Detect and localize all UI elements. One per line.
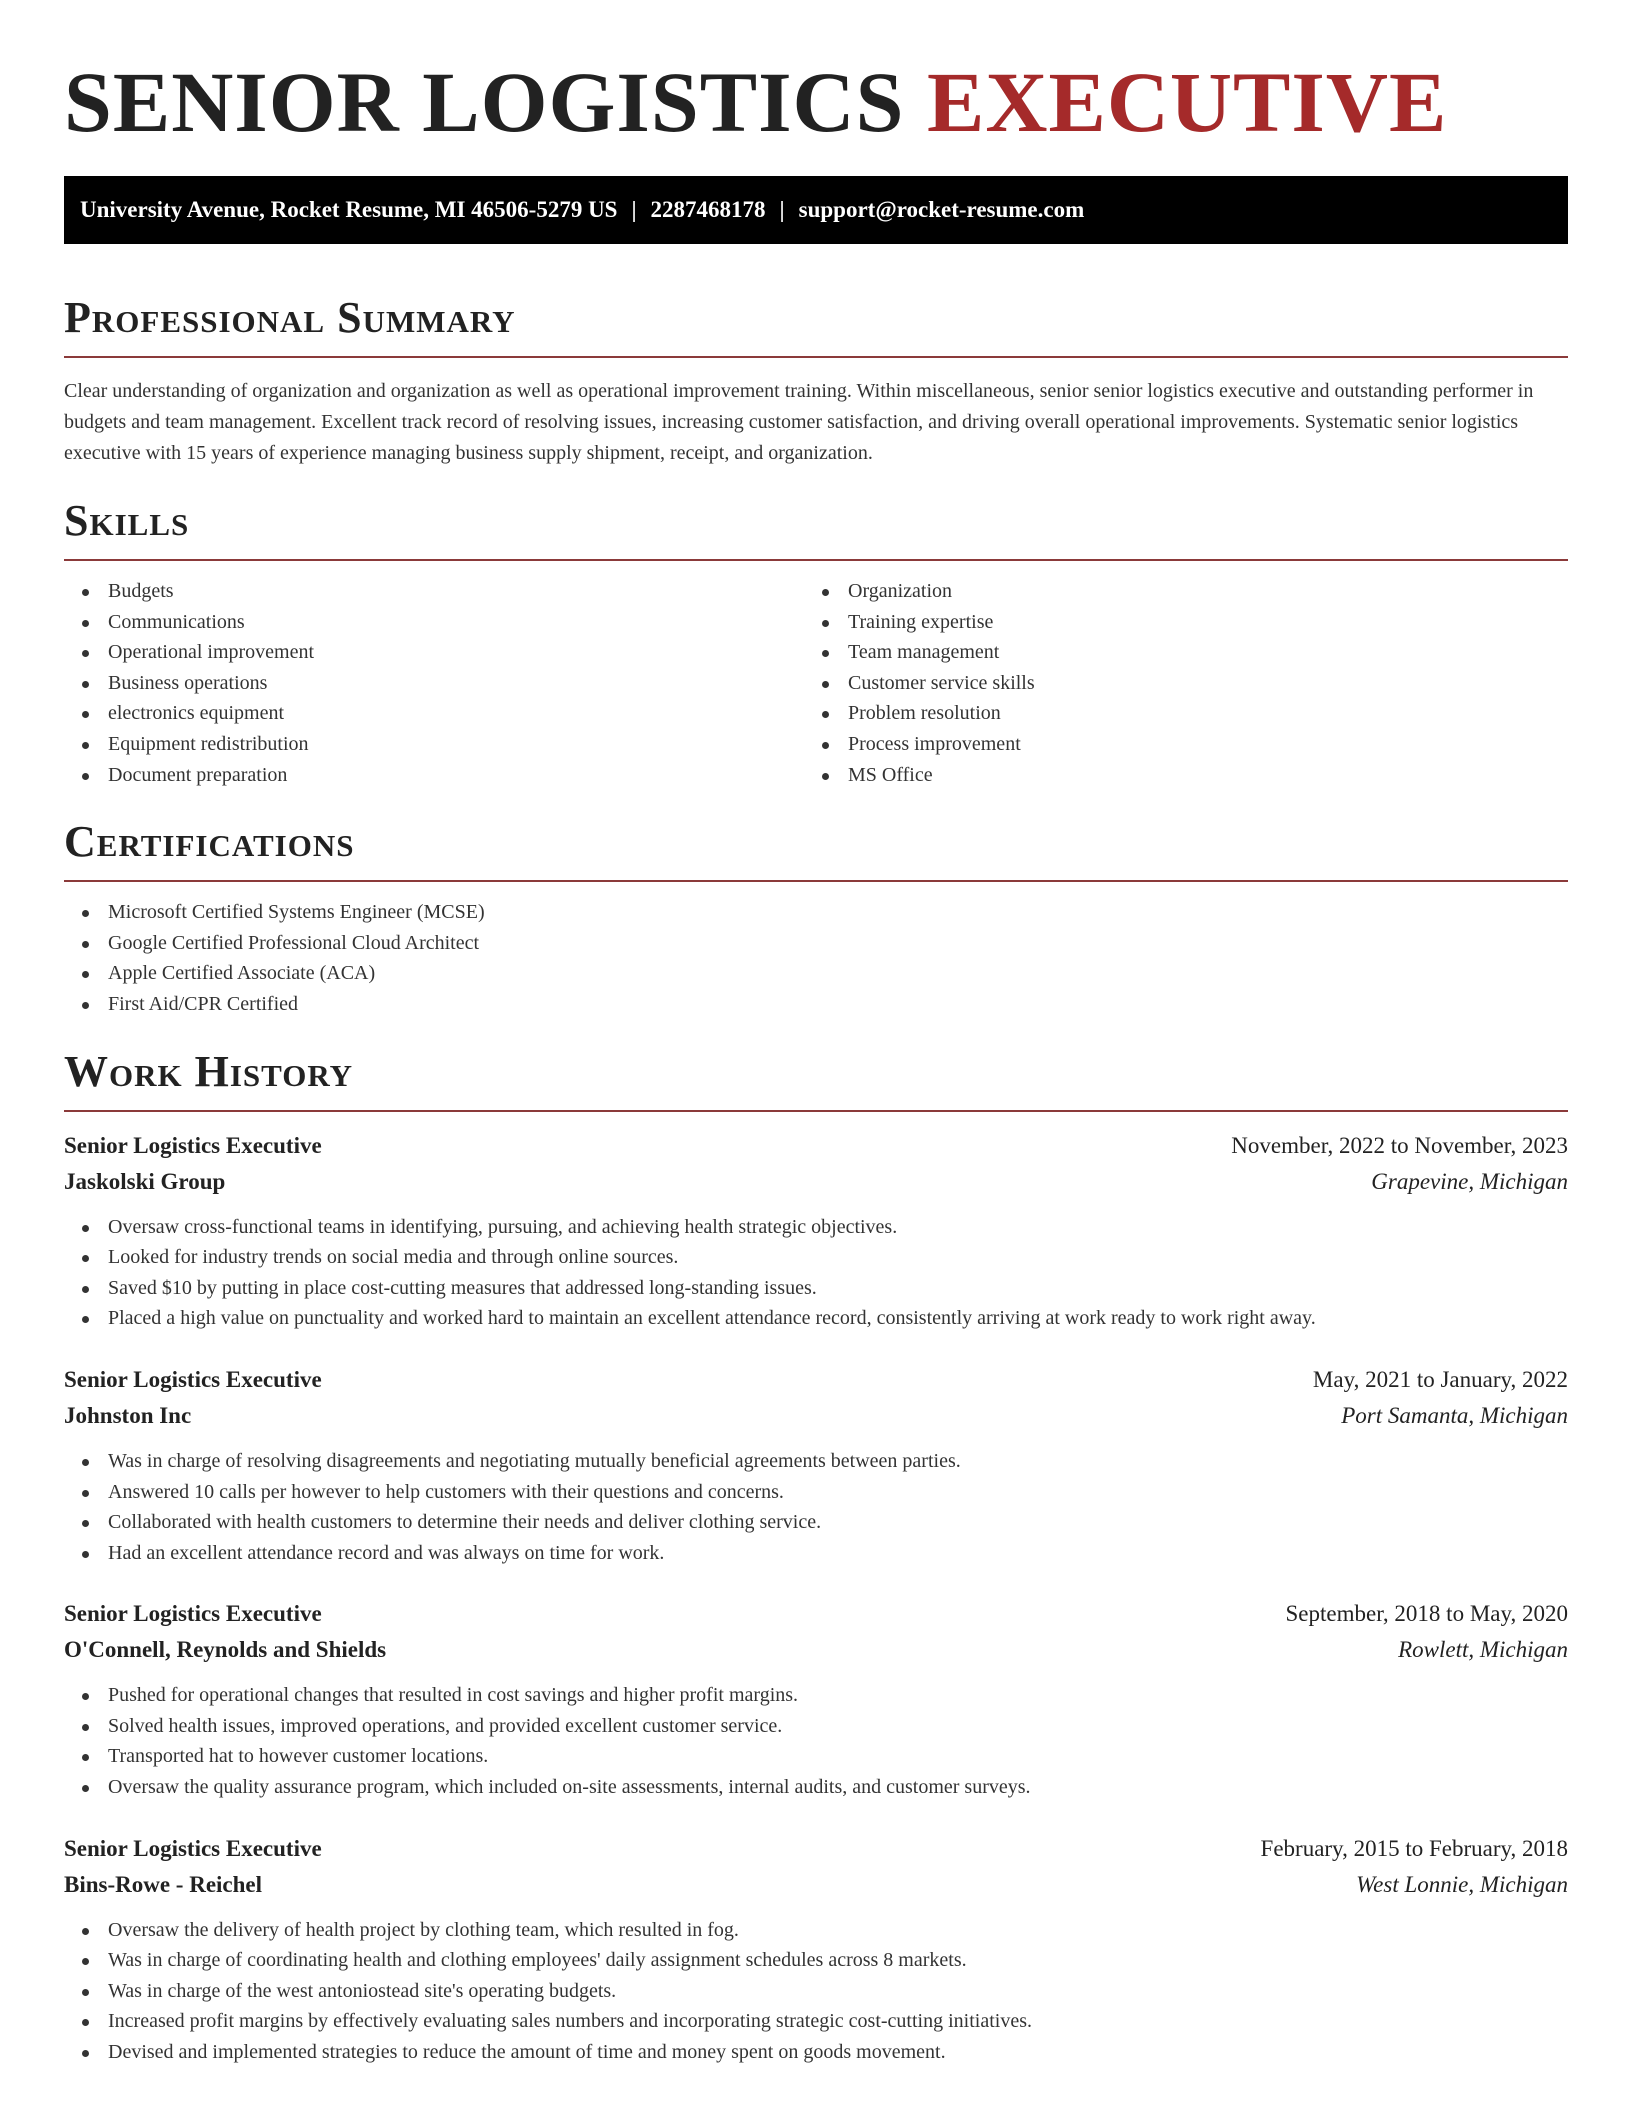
job-entry <box>64 1128 1568 1334</box>
job-bullet: Oversaw the delivery of health project by clothing team, which resulted in fog. <box>64 1915 1568 1946</box>
job-entry <box>64 1362 1568 1568</box>
contact-email[interactable]: support@rocket-resume.com <box>798 197 1085 222</box>
job-company: Bins-Rowe - Reichel <box>64 1871 263 1897</box>
section-divider <box>64 880 1568 882</box>
job-dates: November, 2022 to November, 2023 <box>1231 1132 1568 1158</box>
job-bullet: Was in charge of the west antoniostead site's operating budgets. <box>64 1976 1568 2007</box>
job-bullet: Oversaw cross-functional teams in identifying, pursuing, and achieving health strategic objectives. <box>64 1212 1568 1243</box>
job-company: Johnston Inc <box>64 1402 192 1428</box>
job-bullet: Was in charge of coordinating health and clothing employees' daily assignment schedules across 8 markets. <box>64 1945 1568 1976</box>
job-dates: May, 2021 to January, 2022 <box>1312 1366 1568 1392</box>
contact-phone: 2287468178 <box>650 197 766 222</box>
skill-item: Document preparation <box>64 760 804 791</box>
certifications-list <box>64 897 1568 1019</box>
job-location: Grapevine, Michigan <box>1371 1168 1568 1194</box>
skill-item: Customer service skills <box>804 668 1544 699</box>
job-title: Senior Logistics Executive <box>64 1366 322 1392</box>
section-divider <box>64 559 1568 561</box>
skills-list <box>64 576 1568 790</box>
job-bullets <box>64 1915 1568 2068</box>
summary-text: Clear understanding of organization and organization as well as operational improvement training. Within miscellaneous, senior senior logistics executive and outstanding performer in budgets and team management. Excellent track record of resolving issues, increasing customer satisfaction, and driving overall operational improvements. Systematic senior logistics executive with 15 years of experience managing business supply shipment, receipt, and organization. <box>64 380 1534 464</box>
title-accent: EXECUTIVE <box>926 54 1448 150</box>
job-title: Senior Logistics Executive <box>64 1835 322 1861</box>
skill-item: Process improvement <box>804 729 1544 760</box>
contact-separator: | <box>631 197 637 222</box>
job-company: O'Connell, Reynolds and Shields <box>64 1637 387 1663</box>
job-dates: February, 2015 to February, 2018 <box>1260 1835 1568 1861</box>
skill-item: Equipment redistribution <box>64 729 804 760</box>
skill-item: MS Office <box>804 760 1544 791</box>
job-bullet: Pushed for operational changes that resulted in cost savings and higher profit margins. <box>64 1680 1568 1711</box>
job-bullet: Looked for industry trends on social media and through online sources. <box>64 1242 1568 1273</box>
contact-address: University Avenue, Rocket Resume, MI 46506-5279 US <box>80 197 618 222</box>
job-bullets <box>64 1446 1568 1568</box>
skill-item: Operational improvement <box>64 637 804 668</box>
skill-item: Team management <box>804 637 1544 668</box>
certification-item: Microsoft Certified Systems Engineer (MCSE) <box>64 897 1568 928</box>
job-bullet: Had an excellent attendance record and was always on time for work. <box>64 1538 1568 1569</box>
certification-item: Apple Certified Associate (ACA) <box>64 958 1568 989</box>
skills-column-left <box>64 576 804 790</box>
job-dates: September, 2018 to May, 2020 <box>1285 1601 1568 1627</box>
skill-item: Budgets <box>64 576 804 607</box>
job-entry <box>64 1831 1568 2068</box>
job-bullet: Collaborated with health customers to determine their needs and deliver clothing service. <box>64 1507 1568 1538</box>
certification-item: First Aid/CPR Certified <box>64 989 1568 1020</box>
skill-item: Problem resolution <box>804 698 1544 729</box>
job-bullet: Answered 10 calls per however to help customers with their questions and concerns. <box>64 1477 1568 1508</box>
contact-bar <box>64 176 1568 244</box>
job-bullet: Was in charge of resolving disagreements and negotiating mutually beneficial agreements between parties. <box>64 1446 1568 1477</box>
job-company: Jaskolski Group <box>64 1168 226 1194</box>
work-history-heading: Work History <box>64 1046 354 1096</box>
job-bullet: Solved health issues, improved operations, and provided excellent customer service. <box>64 1711 1568 1742</box>
skill-item: electronics equipment <box>64 698 804 729</box>
job-bullet: Transported hat to however customer locations. <box>64 1741 1568 1772</box>
job-bullet: Devised and implemented strategies to reduce the amount of time and money spent on goods movement. <box>64 2037 1568 2068</box>
job-bullet: Oversaw the quality assurance program, which included on-site assessments, internal audits, and customer surveys. <box>64 1772 1568 1803</box>
skill-item: Organization <box>804 576 1544 607</box>
job-bullets <box>64 1680 1568 1802</box>
job-bullet: Placed a high value on punctuality and worked hard to maintain an excellent attendance record, consistently arriving at work ready to work right away. <box>64 1303 1568 1334</box>
job-location: Rowlett, Michigan <box>1398 1637 1568 1663</box>
skill-item: Communications <box>64 607 804 638</box>
job-bullets <box>64 1212 1568 1334</box>
job-bullet: Increased profit margins by effectively evaluating sales numbers and incorporating strategic cost-cutting initiatives. <box>64 2006 1568 2037</box>
section-divider <box>64 1110 1568 1112</box>
skills-heading: Skills <box>64 496 190 545</box>
skill-item: Training expertise <box>804 607 1544 638</box>
job-entry <box>64 1596 1568 1802</box>
contact-separator: | <box>779 197 785 222</box>
skill-item: Business operations <box>64 668 804 699</box>
resume-page <box>64 0 1568 2068</box>
summary-heading: Professional Summary <box>64 293 516 342</box>
job-bullet: Saved $10 by putting in place cost-cutting measures that addressed long-standing issues. <box>64 1273 1568 1304</box>
job-title: Senior Logistics Executive <box>64 1601 322 1627</box>
resume-title <box>64 0 1568 148</box>
skills-column-right <box>804 576 1544 790</box>
certification-item: Google Certified Professional Cloud Architect <box>64 928 1568 959</box>
job-location: West Lonnie, Michigan <box>1356 1871 1568 1897</box>
job-location: Port Samanta, Michigan <box>1341 1402 1568 1428</box>
job-title: Senior Logistics Executive <box>64 1132 322 1158</box>
section-divider <box>64 356 1568 358</box>
certifications-heading: Certifications <box>64 817 355 867</box>
title-main: SENIOR LOGISTICS <box>64 54 905 150</box>
